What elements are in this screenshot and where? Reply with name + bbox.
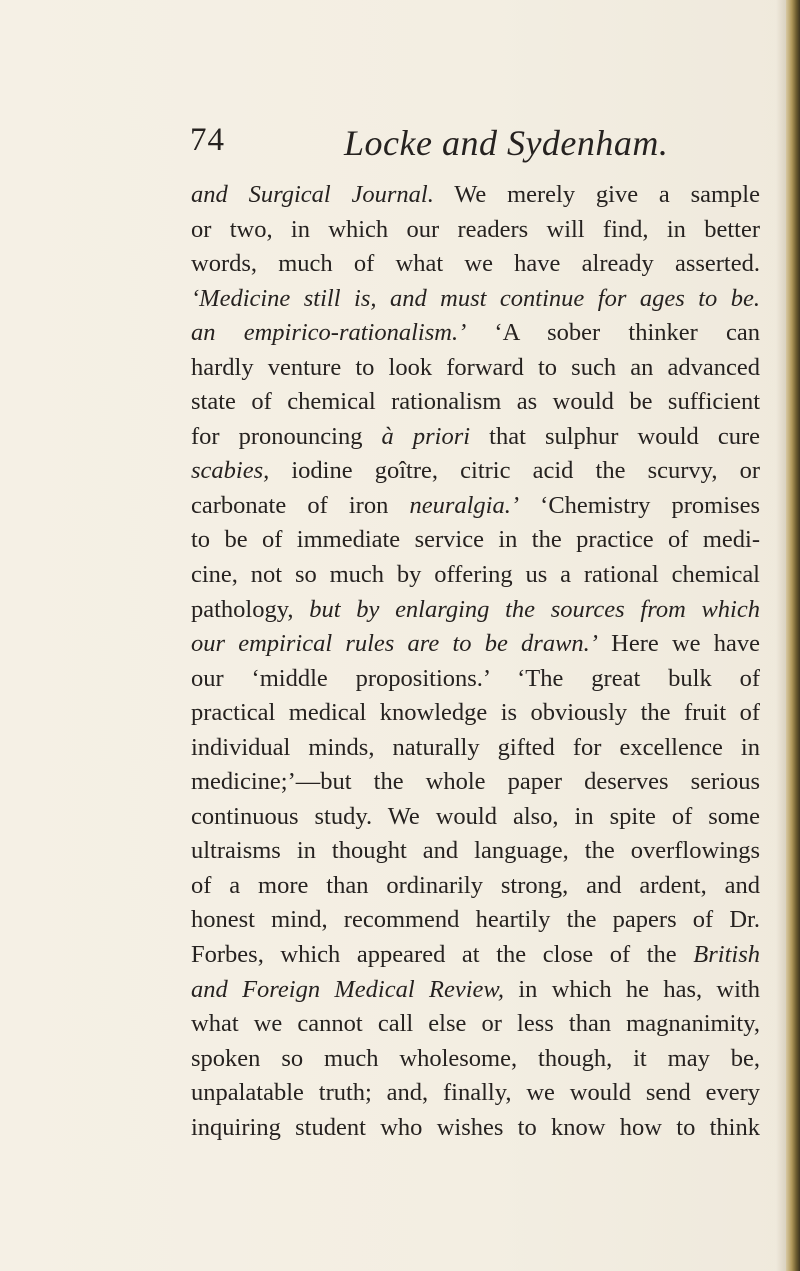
text-line: practical medical knowledge is obviously the fruit of bbox=[191, 699, 760, 727]
text-line: and Surgical Journal. We merely give a sample bbox=[191, 181, 760, 208]
text-line: individual minds, naturally gifted for excellence in bbox=[191, 733, 760, 761]
text-line: to be of immediate service in the practice of medi- bbox=[191, 526, 760, 554]
running-title: Locke and Sydenham. bbox=[344, 123, 669, 163]
text-line: unpalatable truth; and, finally, we would send every bbox=[191, 1079, 760, 1107]
text-line: ‘Medicine still is, and must continue for ages to be. bbox=[191, 284, 760, 312]
text-line: spoken so much wholesome, though, it may be, bbox=[191, 1044, 760, 1072]
text-line: for pronouncing à priori that sulphur would cure bbox=[191, 422, 760, 450]
text-line: or two, in which our readers will find, in better bbox=[191, 215, 760, 243]
text-line: and Foreign Medical Review, in which he has, with bbox=[191, 975, 760, 1003]
text-line: Forbes, which appeared at the close of the British bbox=[191, 941, 760, 969]
text-line: cine, not so much by offering us a rational chemical bbox=[191, 561, 760, 589]
text-line: our empirical rules are to be drawn.’ Here we have bbox=[191, 630, 760, 658]
text-line: honest mind, recommend heartily the papers of Dr. bbox=[191, 906, 760, 934]
text-line: inquiring student who wishes to know how to think bbox=[191, 1113, 760, 1141]
page-gutter-shadow bbox=[776, 0, 786, 1271]
text-line: what we cannot call else or less than magnanimity, bbox=[191, 1010, 760, 1038]
text-line: hardly venture to look forward to such an advanced bbox=[191, 353, 760, 381]
running-head bbox=[190, 122, 750, 170]
text-line: scabies, iodine goître, citric acid the scurvy, or bbox=[191, 457, 760, 485]
text-line: state of chemical rationalism as would be sufficient bbox=[191, 388, 760, 416]
text-line: words, much of what we have already asserted. bbox=[191, 250, 760, 278]
page-number: 74 bbox=[190, 122, 225, 158]
text-line: our ‘middle propositions.’ ‘The great bulk of bbox=[191, 664, 760, 692]
page-edge bbox=[786, 0, 800, 1271]
text-line: medicine;’—but the whole paper deserves serious bbox=[191, 768, 760, 796]
text-line: pathology, but by enlarging the sources from which bbox=[191, 595, 760, 623]
text-line: an empirico-rationalism.’ ‘A sober thinker can bbox=[191, 319, 760, 347]
text-line: carbonate of iron neuralgia.’ ‘Chemistry promises bbox=[191, 491, 760, 519]
text-line: of a more than ordinarily strong, and ardent, and bbox=[191, 871, 760, 899]
body-text bbox=[191, 178, 760, 1145]
text-line: ultraisms in thought and language, the overflowings bbox=[191, 837, 760, 865]
text-line: continuous study. We would also, in spite of some bbox=[191, 802, 760, 830]
